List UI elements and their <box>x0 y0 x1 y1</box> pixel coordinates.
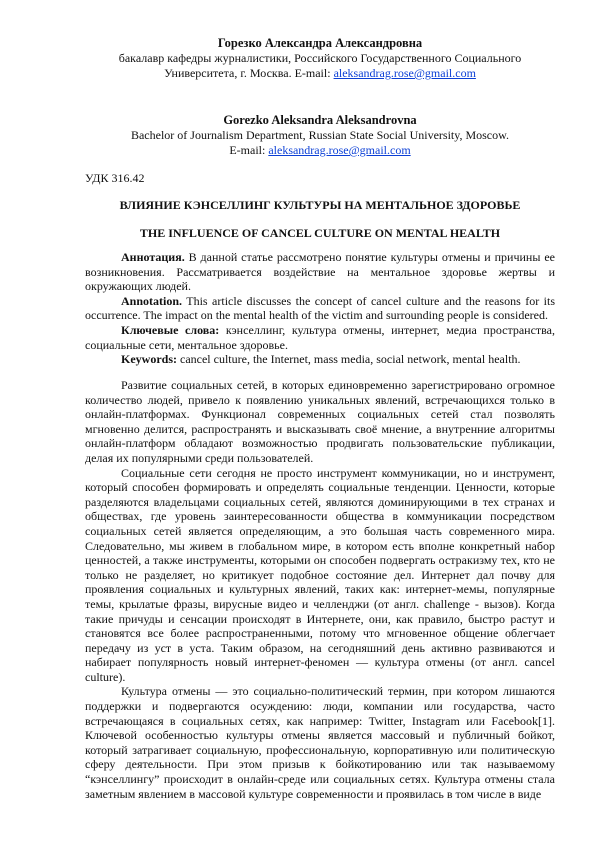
email-link-en[interactable]: aleksandrag.rose@gmail.com <box>268 143 411 157</box>
abstract-block <box>85 250 555 367</box>
abstract-en-text: This article discusses the concept of cancel culture and the reasons for its occurrence. The impact on the mental health of the victim and surrounding people is considered. <box>85 293 555 323</box>
author-affiliation-ru: бакалавр кафедры журналистики, Российского Государственного Социального <box>118 51 522 65</box>
keywords-ru-label: Ключевые слова: <box>121 322 220 337</box>
abstract-ru <box>85 250 555 294</box>
udc-code: УДК 316.42 <box>85 171 145 185</box>
keywords-en-label: Keywords: <box>121 352 177 367</box>
keywords-en-text: cancel culture, the Internet, mass media, social network, mental health. <box>177 352 521 367</box>
email-label-en: E-mail: <box>229 143 266 157</box>
abstract-en <box>85 294 555 323</box>
keywords-ru-text: кэнселлинг, культура отмены, интернет, медиа пространства, социальные сети, ментальное здоровье. <box>85 322 555 352</box>
body-paragraph-1: Развитие социальных сетей, в которых единовременно зарегистрировано огромное количество людей, привело к появлению уникальных явлений, встречающихся только в онлайн-платформах. Функционал современных социальных сетей стал позволять мгновенно делится, распространять и высказывать своё мнение, а внутренние алгоритмы онлайн-платформ обладают возможностью продвигать пользовательские публикации, делая их популярными среди пользователей. <box>85 378 555 465</box>
email-link-ru[interactable]: aleksandrag.rose@gmail.com <box>333 66 476 80</box>
keywords-ru <box>85 323 555 352</box>
keywords-en <box>85 352 555 367</box>
title-ru: ВЛИЯНИЕ КЭНСЕЛЛИНГ КУЛЬТУРЫ НА МЕНТАЛЬНОЕ ЗДОРОВЬЕ <box>119 198 521 212</box>
author-email-line-en <box>85 143 555 158</box>
author-affiliation-ru-text: Университета, г. Москва. E-mail: <box>164 66 331 80</box>
author-block-ru <box>85 36 555 81</box>
abstract-ru-text: В данной статье рассмотрено понятие культуры отмены и причины ее возникновения. Рассматривается воздействие на ментальное здоровье жертвы и окружающих людей. <box>85 250 555 294</box>
author-affiliation-en: Bachelor of Journalism Department, Russian State Social University, Moscow. <box>130 128 510 142</box>
author-affiliation-ru-2 <box>85 66 555 81</box>
author-name-ru: Горезко Александра Александровна <box>217 36 423 50</box>
title-en: THE INFLUENCE OF CANCEL CULTURE ON MENTAL HEALTH <box>139 226 501 240</box>
body-paragraph-2: Социальные сети сегодня не просто инструмент коммуникации, но и инструмент, который способен формировать и определять социальные тенденции. Ценности, которые разделяются владельцами социальных сетей, являются доминирующими в тех странах и обществах, где уровень заинтересованности общества в коммуникации посредством социальных сетей является определяющим, а это большая часть современного мира. Следовательно, мы живем в глобальном мире, в котором есть вполне конкретный набор ценностей, а также инструменты, которыми он способен подвергать остракизму тех, кто не только не разделяет, но критикует подобное состояние дел. Интернет дал почву для проявления социальных и культурных явлений, таких как: интернет-мемы, популярные темы, крылатые фразы, вирусные видео и челленджи (от англ. challenge - вызов). Когда такие причуды и сенсации происходят в Интернете, они, как правило, быстро растут и становятся все более распространенными, потому что мгновенное общение облегчает передачу из уст в уста. Таким образом, на сегодняшний день активно развиваются и набирает популярность новый интернет-феномен — культура отмены (от англ. cancel culture). <box>85 465 555 684</box>
abstract-en-label: Annotation. <box>121 293 183 308</box>
author-block-en <box>85 113 555 158</box>
body-paragraph-3: Культура отмены — это социально-политический термин, при котором лишаются поддержки и подвергаются осуждению: люди, компании или государства, часто встречающаяся в социальных сетях, как например: Twitter, Instagram или Facebook[1]. Ключевой особенностью культуры отмены является массовый и публичный бойкот, который затрагивает социальную, профессиональную, корпоративную или политическую сферу деятельности. При этом призыв к бойкотированию или так называемому “кэнселлингу” происходит в онлайн-среде или социальных сетях. Культура отмены стала заметным явлением в массовой культуре современности и проявилась в том числе в виде <box>85 684 555 801</box>
article-body <box>85 378 555 801</box>
author-name-en: Gorezko Aleksandra Aleksandrovna <box>223 113 417 127</box>
abstract-ru-label: Аннотация. <box>121 250 185 264</box>
